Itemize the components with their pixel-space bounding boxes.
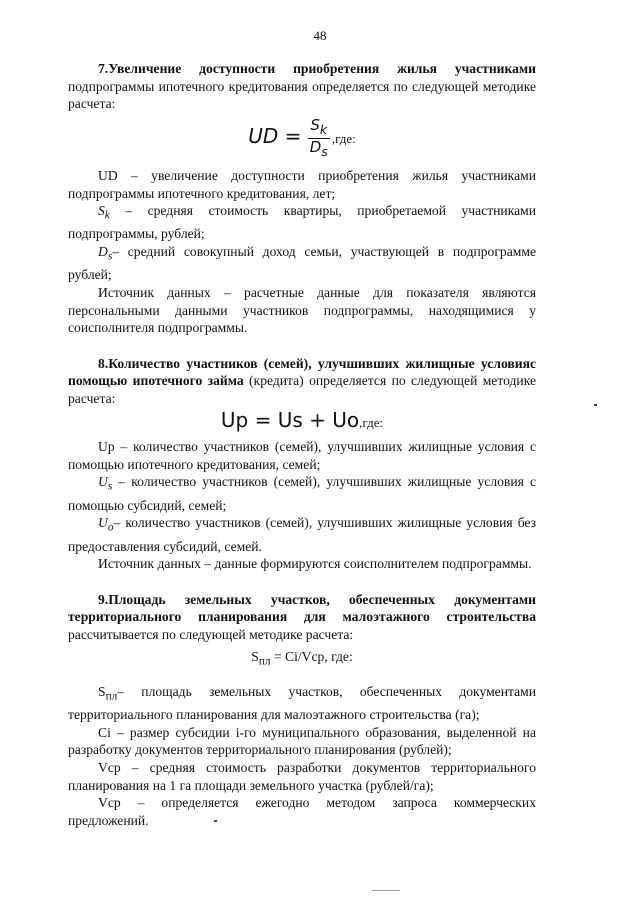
definition-sk: $S_k$ – средняя стоимость квартиры, приобретаемой участниками подпрограммы, рублей; <box>68 203 536 242</box>
section-8-intro-text: (кредита) определяется по следующей методике расчета: <box>68 373 537 406</box>
scan-mark <box>372 890 400 891</box>
section-7-intro-text: подпрограммы ипотечного кредитования определяется по следующей методике расчета: <box>68 78 536 112</box>
section-8-source: Источник данных – данные формируются соисполнителем подпрограммы. <box>98 556 532 572</box>
formula-up-expression: Up = Us + Uo <box>220 407 360 432</box>
definition-ud: UD – увеличение доступности приобретения жилья участниками подпрограммы ипотечного кредитования, лет; <box>68 167 536 201</box>
definition-spl: $S_{пл}-$ площадь земельных участков, обеспеченных документами территориального планирования для малоэтажного строительства (га); <box>68 683 536 723</box>
formula-ud-where: ,где: <box>331 130 356 146</box>
definition-vcp-method: Vcp – определяется ежегодно методом запроса коммерческих предложений. <box>68 795 536 828</box>
definition-ci: Ci – размер субсидии i-го муниципального образования, выделенной на разработку документов территориального планирования (рублей); <box>68 724 536 758</box>
section-7-heading: 7.Увеличение доступности приобретения жилья участниками <box>98 61 536 76</box>
formula-spl: $S_{пл} = Ci/Vcp$, где: <box>251 648 353 668</box>
formula-ud-numerator: $S_k$ <box>308 117 330 140</box>
document-body <box>68 60 536 829</box>
formula-ud-lhs: UD = <box>248 123 302 148</box>
definition-ds: $D_s-$ средний совокупный доход семьи, участвующей в подпрограмме рублей; <box>68 244 536 283</box>
formula-up <box>68 407 536 433</box>
section-8-heading: 8.Количество участников (семей), улучшивших жилищные условияс помощью ипотечного займа <box>68 355 536 389</box>
definition-uo: $U_o-$ количество участников (семей), улучшивших жилищные условия без предоставления субсидий, семей. <box>68 515 536 554</box>
section-9-intro <box>68 591 536 644</box>
section-7-source: Источник данных – расчетные данные для показателя являются персональными данными участников подпрограммы, находящимися у соисполнителя подпрограммы. <box>68 284 536 336</box>
formula-ud <box>68 117 536 161</box>
definition-vcp: Vcp – средняя стоимость разработки документов территориального планирования на 1 га площади земельного участка (рублей/га); <box>68 759 536 793</box>
formula-up-where: ,где: <box>359 414 384 430</box>
scan-speck <box>214 820 217 822</box>
formula-ud-fraction <box>308 117 330 161</box>
page-number: 48 <box>313 28 327 43</box>
section-9-intro-text: рассчитывается по следующей методике расчета: <box>68 626 354 642</box>
formula-ud-denominator: $D_s$ <box>309 138 328 160</box>
definition-us: $U_s$ – количество участников (семей), улучшивших жилищные условия с помощью субсидий, семей; <box>68 474 536 513</box>
section-8-intro <box>68 355 536 408</box>
definition-up: Up – количество участников (семей), улучшивших жилищные условия с помощью ипотечного кредитования, семей; <box>68 439 536 472</box>
section-7-intro <box>68 60 536 113</box>
section-9-heading: 9.Площадь земельных участков, обеспеченных документами территориального планирования для малоэтажного строительства <box>68 591 536 625</box>
scan-speck <box>594 404 597 406</box>
